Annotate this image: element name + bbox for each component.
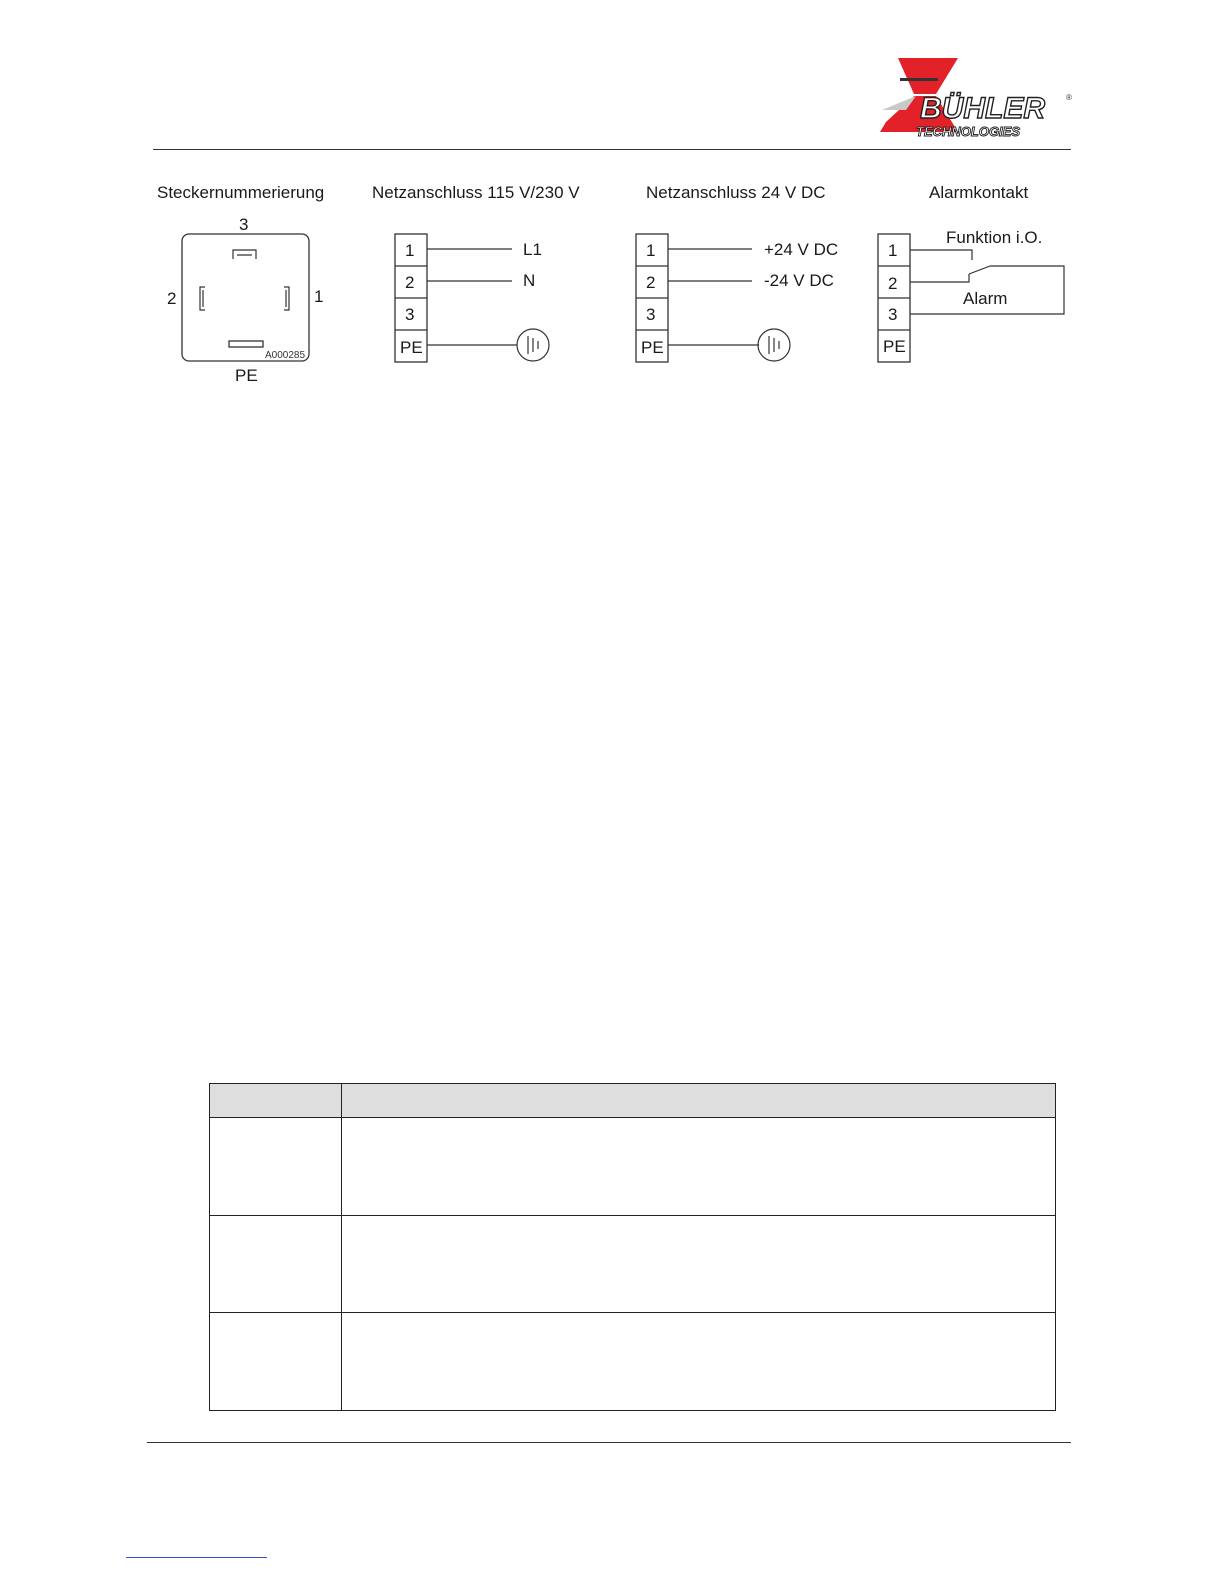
table-cell — [342, 1118, 1056, 1216]
alarm-title: Alarmkontakt — [929, 183, 1029, 202]
table-cell — [210, 1215, 342, 1313]
mains-dc-terminal-3: 3 — [646, 305, 656, 324]
footer-rule — [147, 1442, 1071, 1443]
mains-ac-terminal-2: 2 — [405, 273, 415, 292]
logo-bar — [900, 78, 938, 81]
footer-link-underline[interactable] — [126, 1557, 267, 1558]
info-table — [209, 1083, 1056, 1411]
plug-pin-pe-label: PE — [235, 366, 258, 385]
mains-ac-terminal-1: 1 — [405, 241, 415, 260]
alarm-terminal-pe: PE — [883, 337, 906, 356]
plug-pin-1-label: 1 — [314, 287, 324, 306]
mains-ac-label-n: N — [523, 271, 536, 290]
figure-id: A000285 — [265, 350, 306, 361]
table-row — [210, 1313, 1056, 1411]
table-header-cell — [210, 1084, 342, 1118]
plug-pin-pe — [229, 341, 263, 347]
table-cell — [342, 1313, 1056, 1411]
mains-dc-terminal-1: 1 — [646, 241, 656, 260]
mains-dc-terminal — [636, 183, 838, 362]
logo-brand-sub: TECHNOLOGIES — [916, 124, 1021, 139]
table-cell — [342, 1215, 1056, 1313]
alarm-wire-1 — [910, 250, 972, 260]
plug-pin-3-label: 3 — [239, 215, 249, 234]
mains-dc-terminal-2: 2 — [646, 273, 656, 292]
mains-ac-terminal-3: 3 — [405, 305, 415, 324]
logo-brand-name: BÜHLER — [920, 92, 1045, 125]
mains-ac-title: Netzanschluss 115 V/230 V — [372, 183, 580, 202]
mains-ac-label-l1: L1 — [523, 240, 542, 259]
mains-dc-terminal-pe: PE — [641, 338, 664, 357]
table-row — [210, 1118, 1056, 1216]
header-rule — [153, 149, 1071, 150]
alarm-terminal-3: 3 — [888, 305, 898, 324]
alarm-label-alarm: Alarm — [963, 289, 1008, 308]
mains-dc-label-plus: +24 V DC — [764, 240, 839, 259]
alarm-contact — [878, 183, 1064, 362]
mains-dc-label-minus: -24 V DC — [764, 271, 834, 290]
logo-registered-mark: ® — [1066, 93, 1072, 102]
alarm-switch — [969, 266, 990, 274]
plug-numbering — [157, 183, 324, 385]
mains-dc-title: Netzanschluss 24 V DC — [646, 183, 826, 202]
table-header-row — [210, 1084, 1056, 1118]
alarm-terminal-1: 1 — [888, 241, 898, 260]
logo-red-chevron-top — [898, 58, 958, 94]
ground-icon — [758, 329, 790, 361]
mains-ac-terminal — [372, 183, 580, 362]
table-cell — [210, 1313, 342, 1411]
buehler-technologies-logo — [876, 52, 1076, 144]
alarm-terminal-2: 2 — [888, 274, 898, 293]
ground-icon — [517, 329, 549, 361]
alarm-label-ok: Funktion i.O. — [946, 228, 1043, 247]
alarm-wire-2 — [910, 274, 969, 282]
plug-pin-2-label: 2 — [167, 289, 177, 308]
plug-title: Steckernummerierung — [157, 183, 325, 202]
table-cell — [210, 1118, 342, 1216]
table-header-cell — [342, 1084, 1056, 1118]
table-row — [210, 1215, 1056, 1313]
mains-ac-terminal-pe: PE — [400, 338, 423, 357]
wiring-diagram — [140, 170, 1080, 400]
